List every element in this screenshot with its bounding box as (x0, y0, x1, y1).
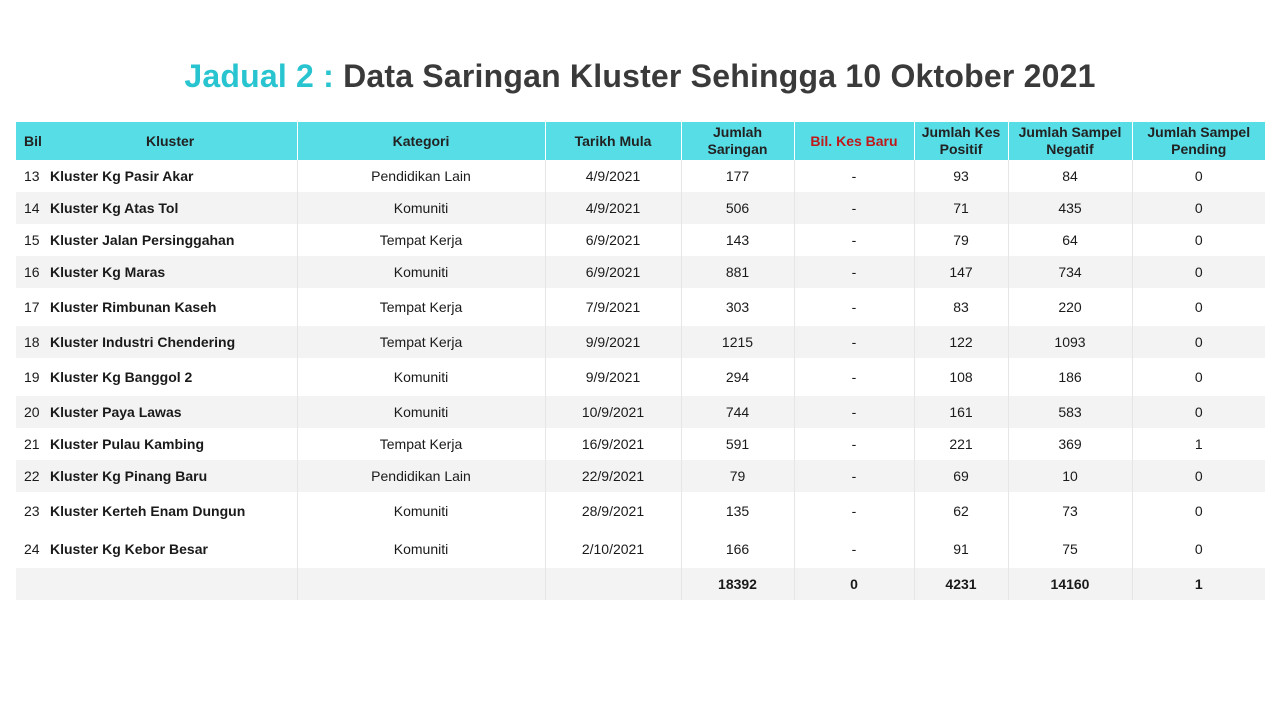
cell-bil: 16 (24, 264, 40, 280)
cell-negatif: 186 (1008, 358, 1132, 396)
cell-kes-baru: - (794, 492, 914, 530)
cell-kes-baru: - (794, 192, 914, 224)
cell-kluster: Kluster Kg Banggol 2 (50, 369, 193, 385)
cell-pending: 0 (1132, 492, 1265, 530)
cell-pending: 0 (1132, 530, 1265, 568)
cell-kes-baru: - (794, 530, 914, 568)
cell-saringan: 303 (681, 288, 794, 326)
cell-kluster: Kluster Kg Atas Tol (50, 200, 179, 216)
cell-kluster: Kluster Pulau Kambing (50, 436, 205, 452)
cell-kategori: Komuniti (297, 358, 545, 396)
cell-kluster: Kluster Kg Pinang Baru (50, 468, 208, 484)
cell-pending: 0 (1132, 396, 1265, 428)
cell-tarikh: 6/9/2021 (545, 224, 681, 256)
cell-negatif: 73 (1008, 492, 1132, 530)
cell-saringan: 591 (681, 428, 794, 460)
header-kategori: Kategori (297, 122, 545, 160)
cell-tarikh: 9/9/2021 (545, 358, 681, 396)
table-row (16, 428, 1265, 460)
cell-kategori: Pendidikan Lain (297, 160, 545, 192)
cell-kes-baru: - (794, 160, 914, 192)
cell-saringan: 881 (681, 256, 794, 288)
cell-pending: 0 (1132, 460, 1265, 492)
table-row (16, 358, 1265, 396)
cell-negatif: 583 (1008, 396, 1132, 428)
cell-bil: 14 (24, 200, 40, 216)
cell-positif: 122 (914, 326, 1008, 358)
cell-bil-kluster (16, 460, 297, 492)
cell-kluster: Kluster Industri Chendering (50, 334, 236, 350)
header-tarikh: Tarikh Mula (545, 122, 681, 160)
cell-bil-kluster (16, 256, 297, 288)
cell-negatif: 220 (1008, 288, 1132, 326)
cell-pending: 0 (1132, 160, 1265, 192)
cell-negatif: 734 (1008, 256, 1132, 288)
table-row (16, 396, 1265, 428)
cell-bil: 19 (24, 369, 40, 385)
cell-saringan: 177 (681, 160, 794, 192)
total-row (16, 568, 1265, 600)
cluster-table (16, 122, 1265, 600)
total-empty-kategori (297, 568, 545, 600)
cell-negatif: 435 (1008, 192, 1132, 224)
table-row (16, 192, 1265, 224)
cell-tarikh: 10/9/2021 (545, 396, 681, 428)
cell-kategori: Tempat Kerja (297, 428, 545, 460)
table-row (16, 326, 1265, 358)
title-main: Data Saringan Kluster Sehingga 10 Oktober 2021 (343, 58, 1096, 94)
cell-saringan: 294 (681, 358, 794, 396)
cell-saringan: 166 (681, 530, 794, 568)
cell-kategori: Tempat Kerja (297, 326, 545, 358)
cell-positif: 69 (914, 460, 1008, 492)
cell-kluster: Kluster Paya Lawas (50, 404, 182, 420)
cell-bil-kluster (16, 326, 297, 358)
cell-kes-baru: - (794, 428, 914, 460)
cell-positif: 161 (914, 396, 1008, 428)
cell-positif: 221 (914, 428, 1008, 460)
header-negatif: Jumlah Sampel Negatif (1008, 122, 1132, 160)
cell-bil-kluster (16, 530, 297, 568)
cell-tarikh: 7/9/2021 (545, 288, 681, 326)
cell-kategori: Komuniti (297, 396, 545, 428)
cell-negatif: 64 (1008, 224, 1132, 256)
table-row (16, 256, 1265, 288)
cell-bil: 18 (24, 334, 40, 350)
cell-pending: 0 (1132, 256, 1265, 288)
cell-kluster: Kluster Jalan Persinggahan (50, 232, 235, 248)
cell-saringan: 135 (681, 492, 794, 530)
table-row (16, 460, 1265, 492)
cell-kes-baru: - (794, 396, 914, 428)
cell-tarikh: 28/9/2021 (545, 492, 681, 530)
cell-pending: 0 (1132, 326, 1265, 358)
cell-bil-kluster (16, 192, 297, 224)
cell-bil-kluster (16, 428, 297, 460)
cell-kes-baru: - (794, 224, 914, 256)
cell-kategori: Tempat Kerja (297, 288, 545, 326)
total-empty-tarikh (545, 568, 681, 600)
cell-kluster: Kluster Rimbunan Kaseh (50, 299, 217, 315)
cell-kes-baru: - (794, 256, 914, 288)
cell-negatif: 84 (1008, 160, 1132, 192)
header-bil: Bil (24, 132, 42, 149)
page-title (0, 58, 1280, 95)
cell-kluster: Kluster Kg Kebor Besar (50, 541, 208, 557)
title-prefix: Jadual 2 : (184, 58, 334, 94)
header-kluster: Kluster (146, 132, 195, 149)
header-bil-kluster (16, 122, 297, 160)
cell-positif: 108 (914, 358, 1008, 396)
header-kes-baru: Bil. Kes Baru (794, 122, 914, 160)
header-saringan: Jumlah Saringan (681, 122, 794, 160)
cell-kes-baru: - (794, 460, 914, 492)
total-kes-baru: 0 (794, 568, 914, 600)
cell-kategori: Pendidikan Lain (297, 460, 545, 492)
total-pending: 1 (1132, 568, 1265, 600)
cell-bil-kluster (16, 288, 297, 326)
cell-saringan: 744 (681, 396, 794, 428)
cell-bil: 24 (24, 541, 40, 557)
total-empty-bil-kluster (16, 568, 297, 600)
cell-saringan: 143 (681, 224, 794, 256)
table-row (16, 160, 1265, 192)
cell-bil-kluster (16, 224, 297, 256)
cell-pending: 0 (1132, 358, 1265, 396)
cell-bil-kluster (16, 160, 297, 192)
cell-positif: 147 (914, 256, 1008, 288)
cell-bil: 15 (24, 232, 40, 248)
cell-pending: 0 (1132, 288, 1265, 326)
cell-tarikh: 16/9/2021 (545, 428, 681, 460)
cell-positif: 91 (914, 530, 1008, 568)
cell-tarikh: 9/9/2021 (545, 326, 681, 358)
cell-bil-kluster (16, 396, 297, 428)
table-row (16, 288, 1265, 326)
total-negatif: 14160 (1008, 568, 1132, 600)
cell-pending: 1 (1132, 428, 1265, 460)
table-row (16, 530, 1265, 568)
cell-negatif: 369 (1008, 428, 1132, 460)
cell-kes-baru: - (794, 326, 914, 358)
cell-tarikh: 4/9/2021 (545, 192, 681, 224)
table-row (16, 492, 1265, 530)
cell-tarikh: 2/10/2021 (545, 530, 681, 568)
cell-bil: 23 (24, 503, 40, 519)
cell-saringan: 79 (681, 460, 794, 492)
cell-bil: 20 (24, 404, 40, 420)
cell-bil: 21 (24, 436, 40, 452)
total-positif: 4231 (914, 568, 1008, 600)
cell-bil: 22 (24, 468, 40, 484)
cell-kes-baru: - (794, 288, 914, 326)
cell-kluster: Kluster Kerteh Enam Dungun (50, 503, 246, 519)
cell-positif: 93 (914, 160, 1008, 192)
cell-kategori: Komuniti (297, 256, 545, 288)
cell-kes-baru: - (794, 358, 914, 396)
cell-kluster: Kluster Kg Maras (50, 264, 166, 280)
cell-bil-kluster (16, 358, 297, 396)
total-saringan: 18392 (681, 568, 794, 600)
cell-negatif: 75 (1008, 530, 1132, 568)
cell-bil: 13 (24, 168, 40, 184)
header-positif: Jumlah Kes Positif (914, 122, 1008, 160)
cell-saringan: 506 (681, 192, 794, 224)
cell-negatif: 1093 (1008, 326, 1132, 358)
cell-kategori: Komuniti (297, 530, 545, 568)
cell-kategori: Komuniti (297, 492, 545, 530)
cell-positif: 83 (914, 288, 1008, 326)
cell-pending: 0 (1132, 192, 1265, 224)
table-row (16, 224, 1265, 256)
cell-positif: 62 (914, 492, 1008, 530)
cell-positif: 79 (914, 224, 1008, 256)
cell-negatif: 10 (1008, 460, 1132, 492)
cell-positif: 71 (914, 192, 1008, 224)
cell-kluster: Kluster Kg Pasir Akar (50, 168, 194, 184)
cell-bil: 17 (24, 299, 40, 315)
cell-tarikh: 4/9/2021 (545, 160, 681, 192)
table-header-row (16, 122, 1265, 160)
cell-bil-kluster (16, 492, 297, 530)
cell-pending: 0 (1132, 224, 1265, 256)
cell-tarikh: 6/9/2021 (545, 256, 681, 288)
cell-kategori: Komuniti (297, 192, 545, 224)
header-pending: Jumlah Sampel Pending (1132, 122, 1265, 160)
cell-kategori: Tempat Kerja (297, 224, 545, 256)
cell-tarikh: 22/9/2021 (545, 460, 681, 492)
cell-saringan: 1215 (681, 326, 794, 358)
